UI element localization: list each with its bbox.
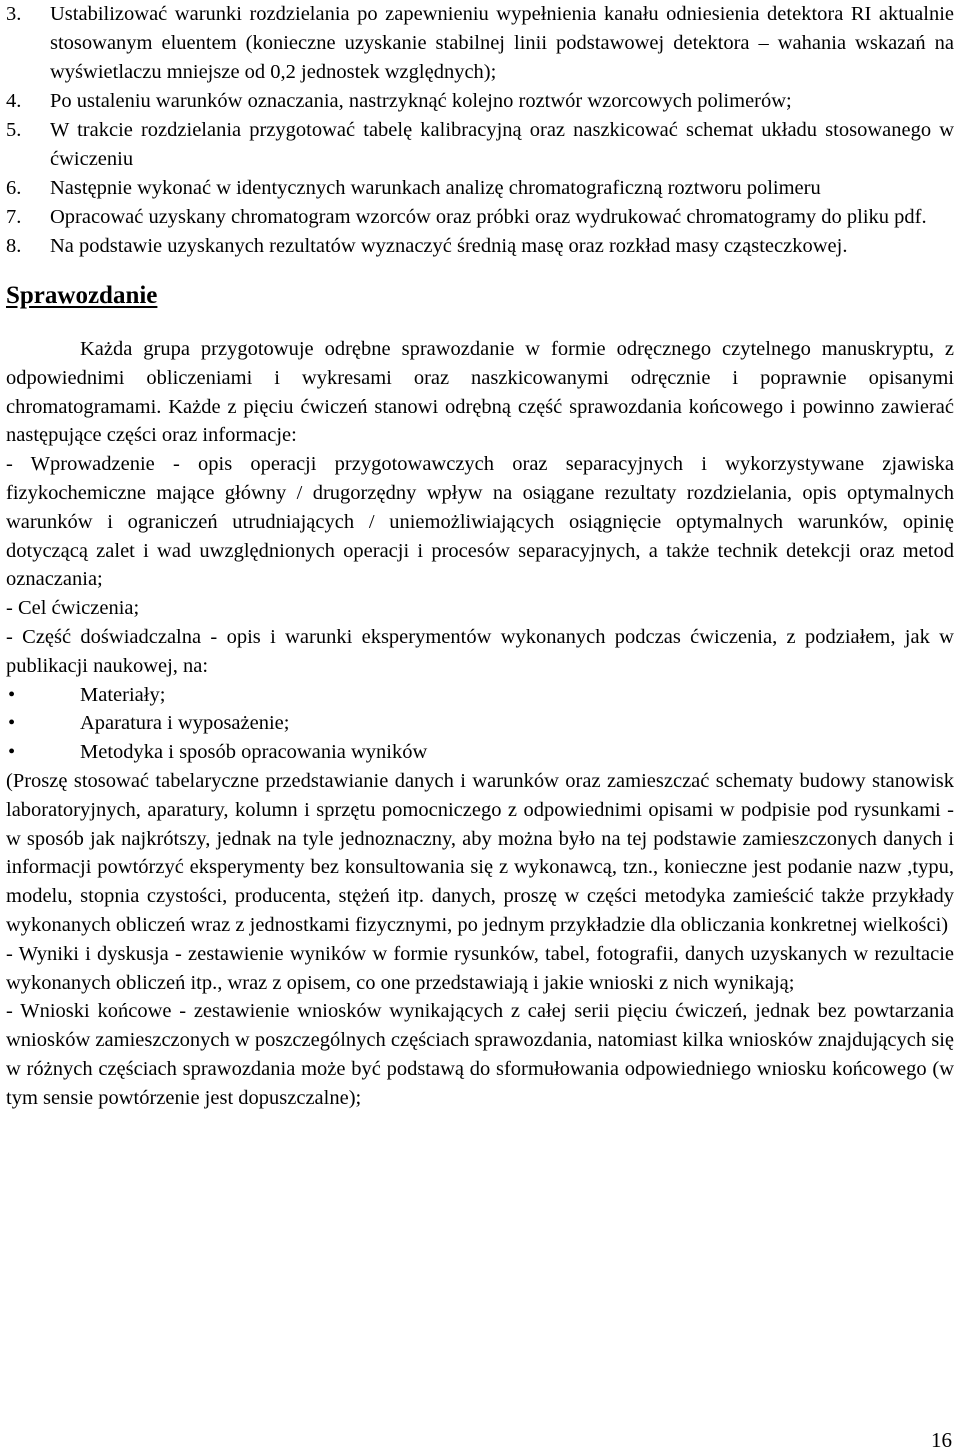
instructions-paragraph: (Proszę stosować tabelaryczne przedstawianie danych i warunków oraz zamieszczać schematy budowy stanowisk laboratoryjnych, aparatury, kolumn i sprzętu pomocniczego z odpowiednimi opisami w podpisie pod rysunkami - w sposób jak najkrótszy, jednak na tyle jednoznaczny, aby można było na tej podstawie zamieszczonych danych i informacji powtórzyć eksperymenty bez konsultowania się z wykonawcą, tzn., konieczne jest podanie nazw ,typu, modelu, stopnia czystości, producenta, stężeń itp. danych, proszę w części metodyka zamieścić także przykłady wykonanych obliczeń wraz z jednostkami fizycznymi, po jednym przykładzie dla obliczania konkretnej wielkości) — [6, 769, 954, 936]
bullet-text: Metodyka i sposób opracowania wyników — [80, 741, 428, 764]
bullet-icon: • — [8, 683, 16, 706]
list-item — [6, 203, 954, 232]
list-item — [6, 709, 954, 738]
bullet-text: Aparatura i wyposażenie; — [80, 712, 290, 735]
list-item — [6, 738, 954, 767]
step-number: 8. — [6, 235, 22, 257]
step-text: Następnie wykonać w identycznych warunkach analizę chromatograficzną roztworu polimeru — [50, 177, 821, 199]
step-number: 7. — [6, 206, 22, 228]
bullet-text: Materiały; — [80, 683, 166, 706]
step-number: 3. — [6, 3, 22, 25]
list-item — [6, 174, 954, 203]
list-item — [6, 87, 954, 116]
experimental-subsections-list — [6, 681, 954, 767]
wyniki-paragraph: - Wyniki i dyskusja - zestawienie wyników w formie rysunków, tabel, fotografii, danych uzyskanych w rezultacie wykonanych obliczeń itp., wraz z opisem, co one przedstawiają i jakie wnioski z nich wynikają; — [6, 942, 954, 994]
page-number: 16 — [931, 1428, 952, 1452]
step-text: Po ustaleniu warunków oznaczania, nastrzyknąć kolejno roztwór wzorcowych polimerów; — [50, 90, 792, 112]
list-item — [6, 116, 954, 174]
step-text: Ustabilizować warunki rozdzielania po zapewnieniu wypełnienia kanału odniesienia detektora RI aktualnie stosowanym eluentem (konieczne uzyskanie stabilnej linii podstawowej detektora – wahania wskazań na wyświetlaczu mniejsze od 0,2 jednostek względnych); — [50, 3, 954, 83]
section-title: Sprawozdanie — [6, 282, 158, 309]
cel-paragraph: - Cel ćwiczenia; — [6, 597, 140, 620]
czesc-doswiadczalna-paragraph: - Część doświadczalna - opis i warunki eksperymentów wykonanych podczas ćwiczenia, z podziałem, jak w publikacji naukowej, na: — [6, 625, 954, 677]
list-item — [6, 681, 954, 710]
step-text: Opracować uzyskany chromatogram wzorców oraz próbki oraz wydrukować chromatogramy do pliku pdf. — [50, 206, 927, 228]
list-item — [6, 232, 954, 261]
wnioski-paragraph: - Wnioski końcowe - zestawienie wniosków wynikających z całej serii pięciu ćwiczeń, jednak bez powtarzania wniosków zamieszczonych w poszczególnych częściach sprawozdania, natomiast kilka wniosków znajdujących się w różnych częściach sprawozdania może być podstawą do sformułowania odpowiedniego wniosku końcowego (w tym sensie powtórzenie jest dopuszczalne); — [6, 1000, 954, 1109]
step-number: 5. — [6, 119, 22, 141]
procedure-steps-list — [6, 0, 954, 261]
list-item — [6, 0, 954, 87]
step-text: W trakcie rozdzielania przygotować tabelę kalibracyjną oraz naszkicować schemat układu stosowanego w ćwiczeniu — [50, 119, 954, 170]
intro-paragraph: Każda grupa przygotowuje odrębne sprawozdanie w formie odręcznego czytelnego manuskryptu, z odpowiednimi obliczeniami i wykresami oraz naszkicowanymi odręcznie i poprawnie opisanymi chromatogramami. Każde z pięciu ćwiczeń stanowi odrębną część sprawozdania końcowego i powinno zawierać następujące części oraz informacje: — [6, 338, 954, 447]
step-number: 6. — [6, 177, 22, 199]
bullet-icon: • — [8, 712, 16, 735]
bullet-icon: • — [8, 741, 16, 764]
step-number: 4. — [6, 90, 22, 112]
wprowadzenie-paragraph: - Wprowadzenie - opis operacji przygotowawczych oraz separacyjnych i wykorzystywane zjawiska fizykochemiczne mające główny / drugorzędny wpływ na osiągane rezultaty rozdzielania, opis optymalnych warunków i ograniczeń utrudniających / uniemożliwiających osiągnięcie optymalnych warunków, opinię dotyczącą zalet i wad uwzględnionych operacji i procesów separacyjnych, a także technik detekcji oraz metod oznaczania; — [6, 453, 954, 591]
step-text: Na podstawie uzyskanych rezultatów wyznaczyć średnią masę oraz rozkład masy cząsteczkowej. — [50, 235, 848, 257]
